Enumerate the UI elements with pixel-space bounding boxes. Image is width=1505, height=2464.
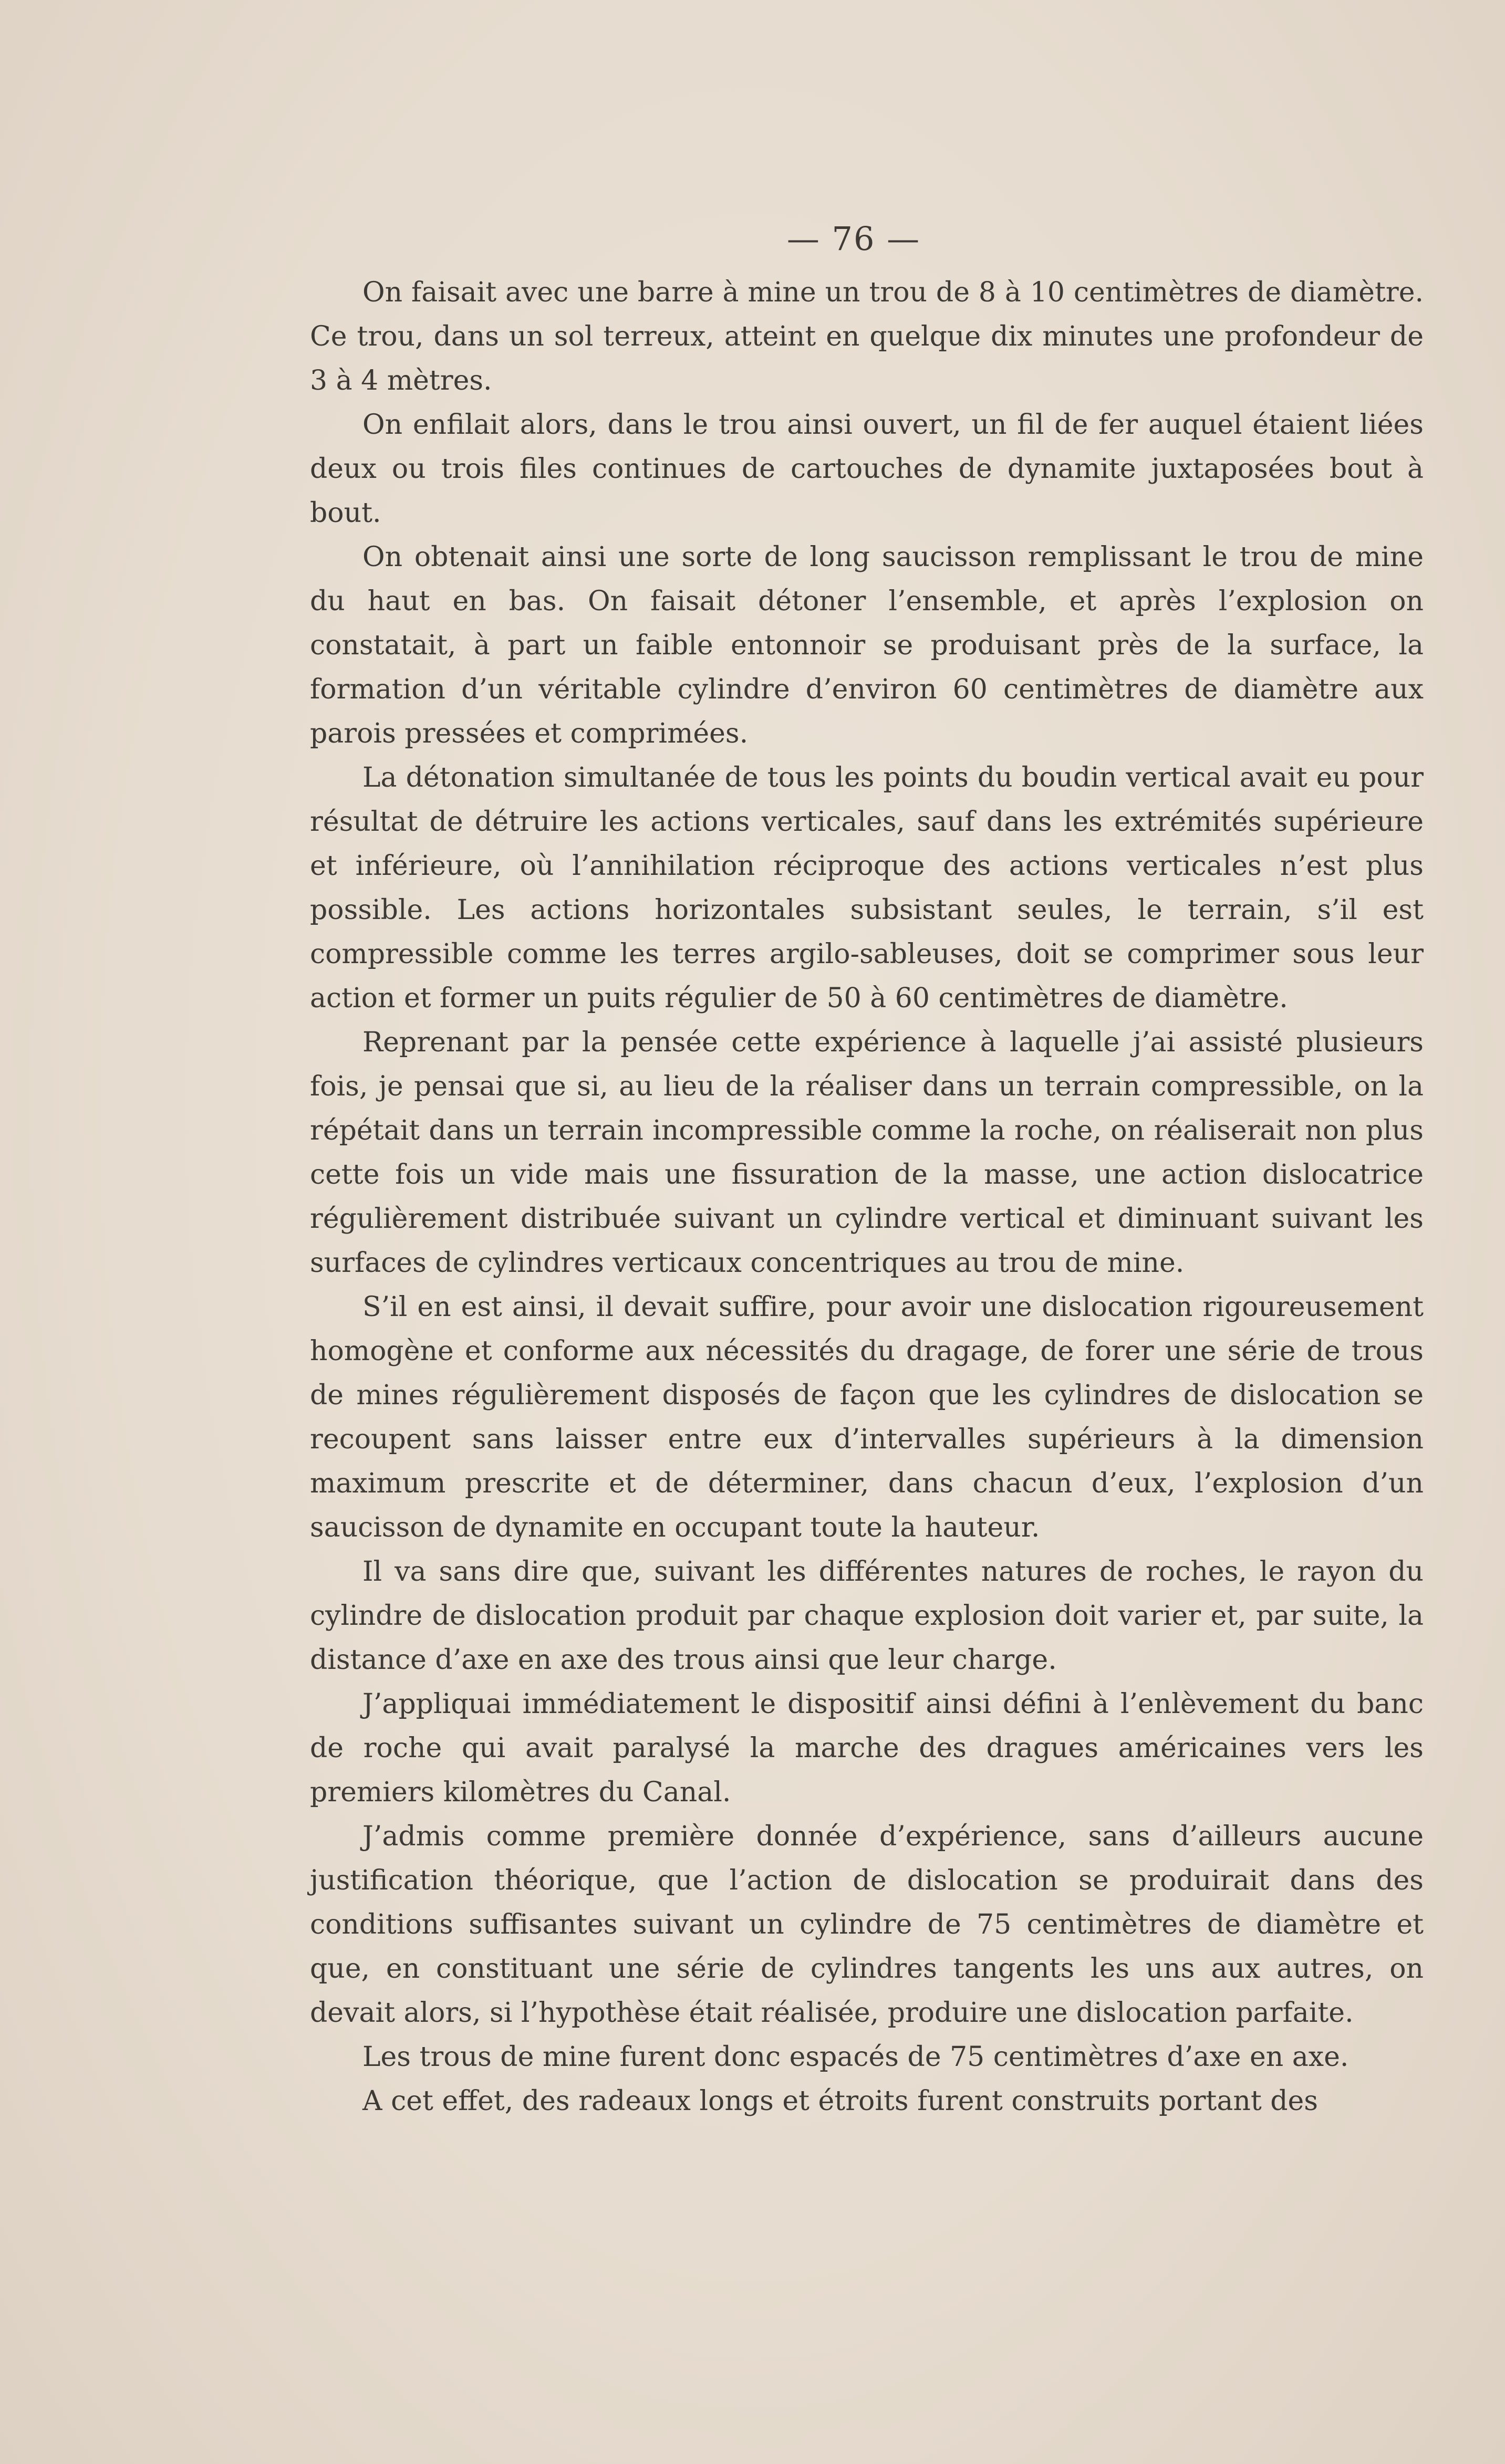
paragraph-9: J’admis comme première donnée d’expérience, sans d’ailleurs aucune justification théorique, que l’action de dislocation se produirait dans des conditions suffisantes suivant un cylindre de 75 centimètres de diamètre et que, en constituant une série de cylindres tangents les uns aux autres, on devait alors, si l’hypothèse était réalisée, produire une dislocation parfaite.: [310, 1821, 1424, 2029]
paragraph-11: A cet effet, des radeaux longs et étroits furent construits portant des: [362, 2085, 1318, 2117]
paragraph-5: Reprenant par la pensée cette expérience à laquelle j’ai assisté plusieurs fois, je pensai que si, au lieu de la réaliser dans un terrain compressible, on la répétait dans un terrain incompressible comme la roche, on réaliserait non plus cette fois un vide mais une fissuration de la masse, une action dislocatrice régulièrement distribuée suivant un cylindre vertical et diminuant suivant les surfaces de cylindres verticaux concentriques au trou de mine.: [310, 1027, 1424, 1279]
paragraph-2: On enfilait alors, dans le trou ainsi ouvert, un fil de fer auquel étaient liées deux ou trois files continues de cartouches de dynamite juxtaposées bout à bout.: [310, 409, 1424, 529]
paragraph-4: La détonation simultanée de tous les points du boudin vertical avait eu pour résultat de détruire les actions verticales, sauf dans les extrémités supérieure et inférieure, où l’annihilation réciproque des actions verticales n’est plus possible. Les actions horizontales subsistant seules, le terrain, s’il est compressible comme les terres argilo-sableuses, doit se comprimer sous leur action et former un puits régulier de 50 à 60 centimètres de diamètre.: [310, 762, 1424, 1014]
paragraph-6: S’il en est ainsi, il devait suffire, pour avoir une dislocation rigoureusement homogène et conforme aux nécessités du dragage, de forer une série de trous de mines régulièrement disposés de façon que les cylindres de dislocation se recoupent sans laisser entre eux d’intervalles supérieurs à la dimension maximum prescrite et de déterminer, dans chacun d’eux, l’explosion d’un saucisson de dynamite en occupant toute la hauteur.: [310, 1291, 1424, 1543]
paragraph-10: Les trous de mine furent donc espacés de 75 centimètres d’axe en axe.: [362, 2041, 1349, 2073]
page-number: — 76 —: [786, 220, 921, 258]
paragraph-3: On obtenait ainsi une sorte de long saucisson remplissant le trou de mine du haut en bas. On faisait détoner l’ensemble, et après l’explosion on constatait, à part un faible entonnoir se produisant près de la surface, la formation d’un véritable cylindre d’environ 60 centimètres de diamètre aux parois pressées et comprimées.: [310, 541, 1424, 749]
paragraph-1: On faisait avec une barre à mine un trou de 8 à 10 centimètres de diamètre. Ce trou, dans un sol terreux, atteint en quelque dix minutes une profondeur de 3 à 4 mètres.: [310, 277, 1424, 396]
paragraph-7: Il va sans dire que, suivant les différentes natures de roches, le rayon du cylindre de dislocation produit par chaque explosion doit varier et, par suite, la distance d’axe en axe des trous ainsi que leur charge.: [310, 1556, 1424, 1676]
paragraph-8: J’appliquai immédiatement le dispositif ainsi défini à l’enlèvement du banc de roche qui avait paralysé la marche des dragues américaines vers les premiers kilomètres du Canal.: [310, 1688, 1424, 1808]
body-text: [310, 270, 1424, 2123]
